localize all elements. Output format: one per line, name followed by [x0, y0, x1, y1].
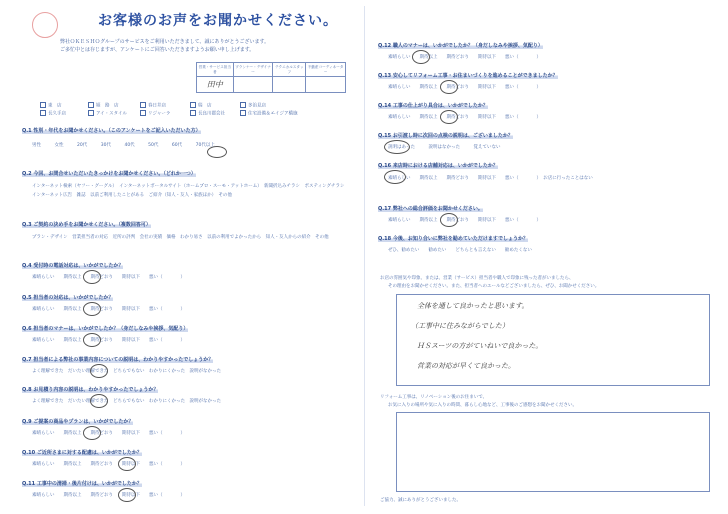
answer-options-q18[interactable]: ぜひ、勧めたい 勧めたい どちらとも言えない 勧めたくない: [388, 248, 532, 253]
store-item[interactable]: リジャーラ: [140, 110, 170, 117]
checkbox-icon: [140, 110, 146, 116]
staff-header: 営業・サービス担当者: [197, 63, 234, 77]
checkbox-icon: [240, 102, 246, 108]
comment1-line: （工事中に住みながらでした）: [411, 322, 509, 330]
selection-circle: [440, 80, 458, 94]
question-q6: Q.6 担当者のマナーは、いかがでしたか？（身だしなみや挨拶、気配り）: [22, 326, 189, 332]
question-q3: Q.3 ご契約の決め手をお聞かせください。（複数回答可）: [22, 222, 151, 228]
comment2-label-2: お気に入りの場所や気に入りの時間、暮らし心地など、工事後のご感想をお聞かせください。: [388, 403, 577, 408]
answer-options-q10[interactable]: 素晴らしい 期待以上 期待どおり 期待以下 悪い（ ）: [32, 462, 185, 467]
staff-cell[interactable]: [197, 77, 234, 93]
selection-circle: [440, 110, 458, 124]
selection-circle: [90, 394, 108, 408]
selection-circle: [384, 170, 406, 184]
answer-options-q17[interactable]: 素晴らしい 期待以上 期待どおり 期待以下 悪い（ ）: [388, 218, 541, 223]
checkbox-icon: [190, 110, 196, 116]
comment1-label-2: その理由をお聞かせください。また、担当者へのエールなどございましたら、ぜひ、お聞かせください。: [388, 284, 600, 289]
company-seal: [32, 12, 58, 38]
question-q5: Q.5 担当者の対応は、いかがでしたか？: [22, 295, 114, 301]
answer-options-q15[interactable]: 説明はあった 説明はなかった 覚えていない: [388, 145, 501, 150]
selection-circle: [83, 270, 101, 284]
comment1-line: 全体を通して良かったと思います。: [417, 302, 529, 310]
comment2-box[interactable]: [396, 412, 710, 492]
comment1-line: 営業の対応が早くて良かった。: [417, 362, 515, 370]
answer-options-q13[interactable]: 素晴らしい 期待以上 期待どおり 期待以下 悪い（ ）: [388, 85, 541, 90]
selection-circle: [207, 146, 227, 158]
question-q17: Q.17 弊社への総合評価をお聞かせください。: [378, 206, 483, 212]
page-title: お客様のお声をお聞かせください。: [98, 13, 338, 29]
question-q15: Q.15 お引渡し時に次回の点検の説明は、ございましたか？: [378, 133, 513, 139]
comment1-line: ＨＳスーツの方がていねいで良かった。: [417, 342, 543, 350]
selection-circle: [118, 457, 136, 471]
question-q2: Q.2 今回、お問合せいただいたきっかけをお聞かせください。（どれか一つ）: [22, 171, 196, 177]
store-item[interactable]: 長久手店: [40, 110, 66, 117]
checkbox-icon: [240, 110, 246, 116]
store-item[interactable]: 姫 路 店: [88, 102, 119, 109]
store-item[interactable]: 多治見店: [240, 102, 266, 109]
selection-circle: [83, 333, 101, 347]
question-q4: Q.4 受付時の電話対応は、いかがでしたか？: [22, 263, 124, 269]
question-q12: Q.12 職人のマナーは、いかがでしたか？（身だしなみや挨拶、気配り）: [378, 43, 543, 49]
checkbox-icon: [190, 102, 196, 108]
checkbox-icon: [88, 110, 94, 116]
answer-options-q9[interactable]: 素晴らしい 期待以上 期待どおり 期待以下 悪い（ ）: [32, 431, 185, 436]
question-q14: Q.14 工事の仕上がり具合は、いかがでしたか？: [378, 103, 488, 109]
selection-circle: [83, 302, 101, 316]
footer-thanks: ご協力、誠にありがとうございました。: [380, 498, 461, 503]
checkbox-icon: [140, 102, 146, 108]
staff-cell[interactable]: [306, 77, 346, 93]
staff-table: [196, 62, 346, 93]
comment2-label: リフォーム工事は、リノベーション後のお住まいで、: [380, 395, 488, 400]
question-q8: Q.8 お見積り内容の説明は、わかりやすかったでしょうか？: [22, 387, 159, 393]
question-q7: Q.7 担当者による弊社の事業内容についての説明は、わかりやすかったでしょうか？: [22, 357, 214, 363]
comment1-label: お店の雰囲気や印象、または、営業（サービス）担当者や職人で印象に残った者がいましたら、: [380, 276, 574, 281]
intro-line-2: ご多忙中とは存じますが、アンケートにご回答いただきますようお願い申し上げます。: [60, 47, 255, 53]
store-item[interactable]: 長良川郡会社: [190, 110, 225, 117]
answer-options-q1[interactable]: 男性 女性 20代 30代 40代 50代 60代 70代以上: [32, 143, 215, 148]
store-item[interactable]: 瑞 店: [190, 102, 212, 109]
answer-options-q14[interactable]: 素晴らしい 期待以上 期待どおり 期待以下 悪い（ ）: [388, 115, 541, 120]
staff-cell[interactable]: [273, 77, 306, 93]
comment1-box[interactable]: [396, 294, 710, 386]
answer-options-q5[interactable]: 素晴らしい 期待以上 期待どおり 期待以下 悪い（ ）: [32, 307, 185, 312]
checkbox-icon: [40, 102, 46, 108]
answer-options-q16[interactable]: 素晴らしい 期待以上 期待どおり 期待以下 悪い（ ） お店に行ったことはない: [388, 176, 593, 181]
selection-circle: [83, 426, 101, 440]
store-item[interactable]: アイ・スタイル: [88, 110, 127, 117]
answer-options-q11[interactable]: 素晴らしい 期待以上 期待どおり 期待以下 悪い（ ）: [32, 493, 185, 498]
staff-handwritten-name: 田中: [206, 80, 223, 89]
column-divider: [364, 6, 365, 506]
store-item[interactable]: 春日井店: [140, 102, 166, 109]
answer-options-q3[interactable]: プラン・デザイン 営業担当者の対応 近所の評判 会社の実績 価格 わかり易さ 以前の利用でよかったから 知人・友人からの紹介 その他: [32, 235, 329, 240]
question-q13: Q.13 安心してリフォーム工事・お住まいづくりを進めることができましたか？: [378, 73, 558, 79]
question-q18: Q.18 今後、お知り合いに弊社を勧めていただけますでしょうか？: [378, 236, 529, 242]
intro-line-1: 弊社ＯＫＥＳＨＯグループのサービスをご利用いただきまして、誠にありがとうございます。: [60, 39, 270, 45]
staff-header: 不動産コーディネーター: [306, 63, 346, 77]
selection-circle: [118, 488, 136, 502]
question-q1: Q.1 性別・年代をお聞かせください。（このアンケートをご記入いただいた方）: [22, 128, 201, 134]
answer-options-q4[interactable]: 素晴らしい 期待以上 期待どおり 期待以下 悪い（ ）: [32, 275, 185, 280]
question-q9: Q.9 ご提案の商品やプランは、いかがでしたか？: [22, 419, 134, 425]
answer-options-q8[interactable]: よく理解できた だいたい理解できた どちらでもない わかりにくかった 説明がなかった: [32, 399, 221, 404]
staff-header: プランナー・デザイナー: [233, 63, 273, 77]
store-item[interactable]: 住宅設備＆エイジア橋施: [240, 110, 298, 117]
question-q11: Q.11 工事中の清掃・後片付けは、いかがでしたか？: [22, 481, 142, 487]
store-item[interactable]: 東 店: [40, 102, 62, 109]
question-q10: Q.10 ご近所さまに対する配慮は、いかがでしたか？: [22, 450, 142, 456]
checkbox-icon: [40, 110, 46, 116]
answer-options-q6[interactable]: 素晴らしい 期待以上 期待どおり 期待以下 悪い（ ）: [32, 338, 185, 343]
answer-options-q7[interactable]: よく理解できた だいたい理解できた どちらでもない わかりにくかった 説明がなかった: [32, 369, 221, 374]
answer-options-q2[interactable]: インターネット検索（ヤフー・グーグル） インターネットポータルサイト（ホームプロ・スーモ・アットホーム） 新聞折込みチラシ ポスティングチラシ インターネット広告 雑誌 以前ご利用したことがある ご紹介（知人・友人・家族ほか） その他: [32, 184, 350, 198]
staff-header: テクニカルスタッフ: [273, 63, 306, 77]
selection-circle: [90, 364, 108, 378]
selection-circle: [384, 140, 410, 154]
selection-circle: [440, 213, 458, 227]
question-q16: Q.16 来店時における店舗対応は、いかがでしたか？: [378, 163, 498, 169]
staff-cell[interactable]: [233, 77, 273, 93]
selection-circle: [412, 50, 430, 64]
checkbox-icon: [88, 102, 94, 108]
answer-options-q12[interactable]: 素晴らしい 期待以上 期待どおり 期待以下 悪い（ ）: [388, 55, 541, 60]
